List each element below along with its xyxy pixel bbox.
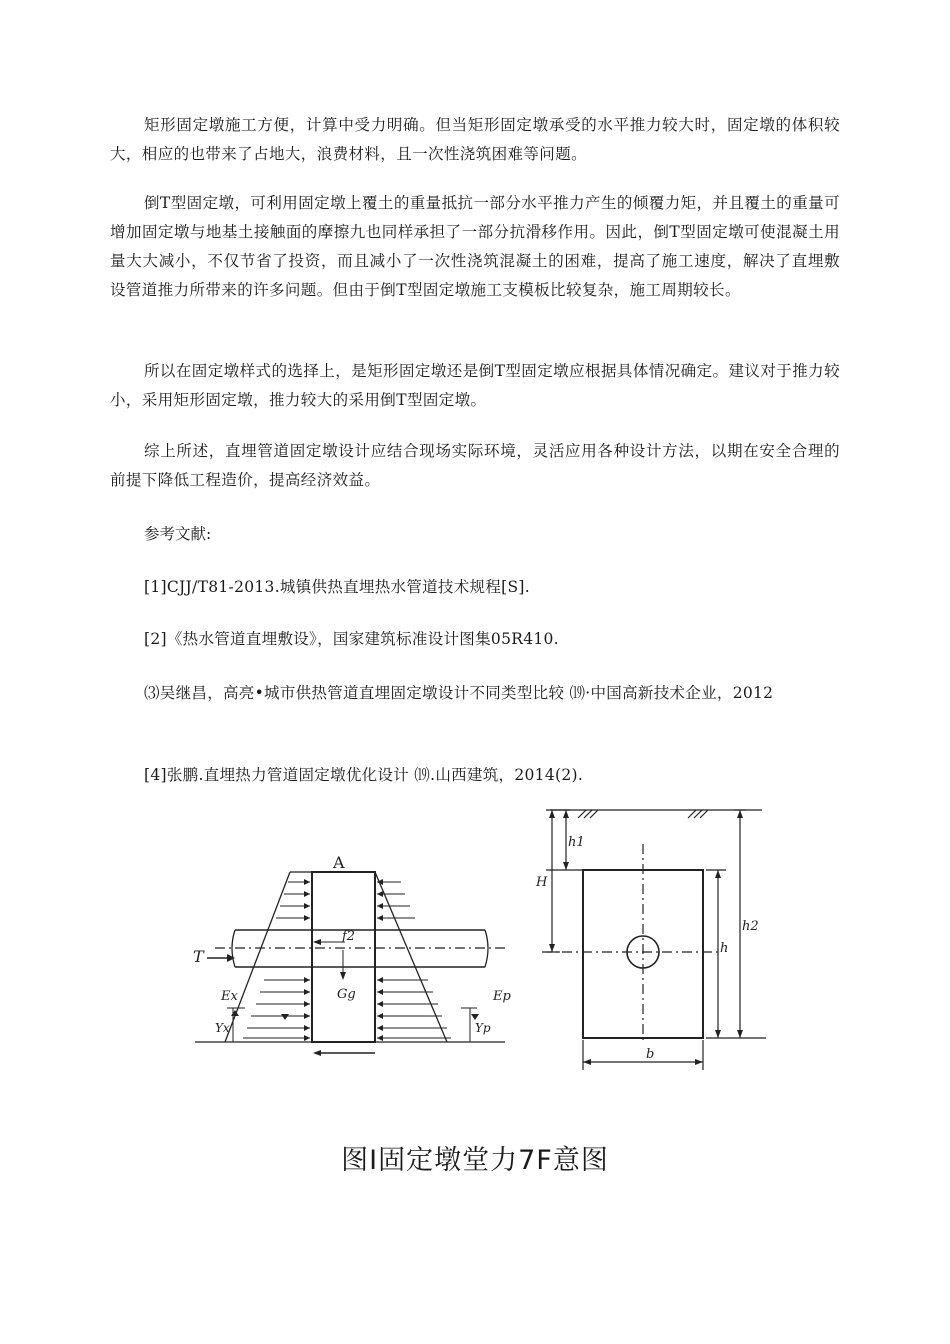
reference-item: [4]张鹏.直埋热力管道固定墩优化设计 ⒆.山西建筑，2014(2). [144, 766, 584, 784]
label-h1: h1 [568, 835, 585, 850]
label-depth-left: Yx [215, 1021, 230, 1035]
references-heading: 参考文献: [144, 525, 212, 543]
anchor-section-diagram [530, 800, 770, 1075]
paragraph-summary: 综上所述，直埋管道固定墩设计应结合现场实际环境，灵活应用各种设计方法，以期在安全合理的前提下降低工程造价，提高经济效益。 [110, 442, 840, 489]
paragraph-inverted-t-anchor: 倒T型固定墩，可利用固定墩上覆土的重量抵抗一部分水平推力产生的倾覆力矩，并且覆土的重量可增加固定墩与地基土接触面的摩擦九也同样承担了一部分抗滑移作用。因此，倒T型固定墩可使混凝土用量大大减小，不仅节省了投资，而且减小了一次性浇筑混凝土的困难，提高了施工速度，解决了直埋敷设管道推力所带来的许多问题。但由于倒T型固定墩施工支模板比较复杂，施工周期较长。 [110, 194, 840, 299]
label-h2: h2 [742, 919, 759, 934]
anchor-force-diagram [185, 810, 515, 1070]
figure-caption: 图I固定墩堂力7F意图 [341, 1145, 609, 1176]
label-depth-right: Yp [475, 1021, 491, 1035]
label-a: A [333, 853, 345, 872]
reference-item: [1]CJJ/T81-2013.城镇供热直埋热水管道技术规程[S]. [144, 578, 530, 596]
paragraph-rectangular-anchor: 矩形固定墩施工方便，计算中受力明确。但当矩形固定墩承受的水平推力较大时，固定墩的体积较大，相应的也带来了占地大，浪费材料，且一次性浇筑困难等问题。 [110, 116, 840, 163]
label-cap-h: H [536, 875, 548, 890]
label-b: b [646, 1047, 655, 1062]
label-friction: f2 [342, 929, 356, 944]
paragraph-selection: 所以在固定墩样式的选择上，是矩形固定墩还是倒T型固定墩应根据具体情况确定。建议对于推力较小，采用矩形固定墩，推力较大的采用倒T型固定墩。 [110, 362, 840, 409]
label-thrust: T [193, 947, 204, 966]
label-earth-left: Ex [221, 989, 238, 1004]
reference-item: ⑶吴继昌，高亮•城市供热管道直埋固定墩设计不同类型比较 ⒆·中国高新技术企业，2012 [144, 684, 774, 702]
label-weight: Gg [337, 987, 356, 1002]
reference-item: [2]《热水管道直埋敷设》，国家建筑标准设计图集05R410. [144, 630, 559, 648]
label-earth-right: Ep [493, 989, 511, 1004]
label-h: h [720, 941, 729, 956]
